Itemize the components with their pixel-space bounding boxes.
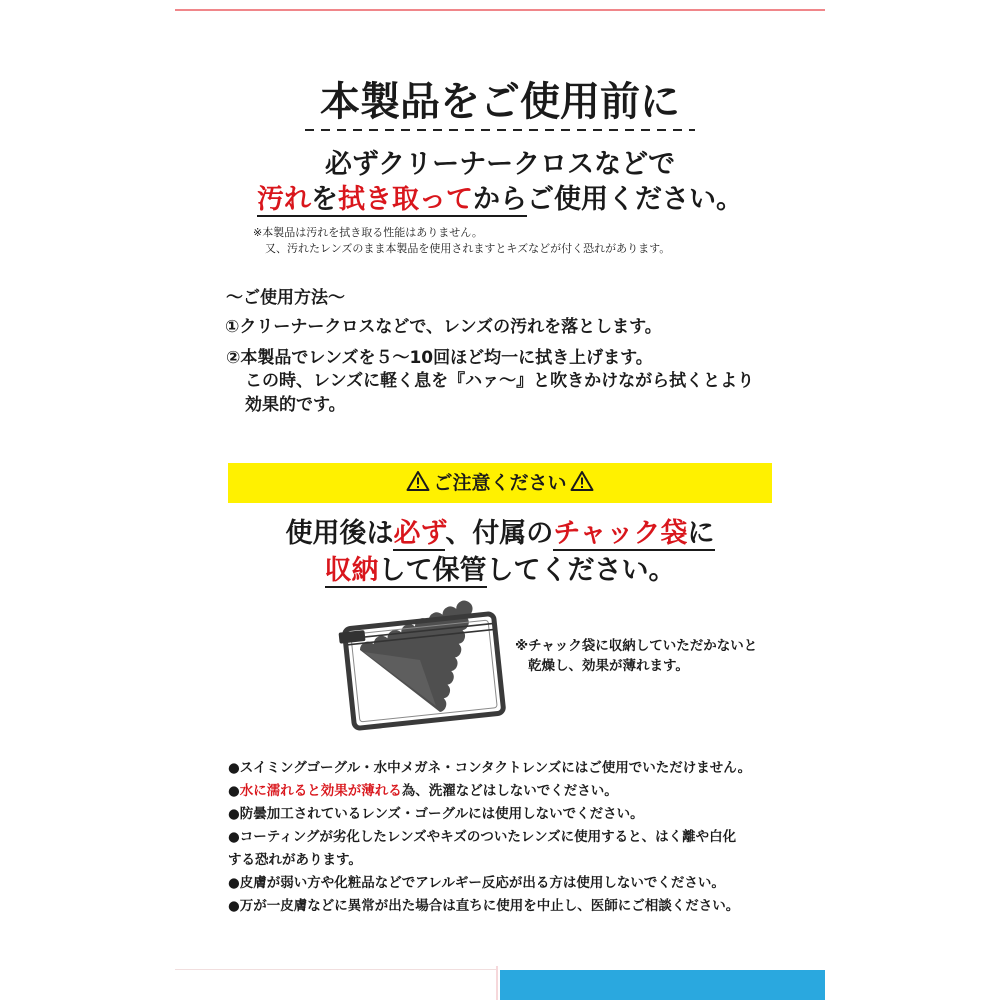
usage-heading: ～ご使用方法～ (226, 287, 345, 308)
note-line: 又、汚れたレンズのまま本製品を使用されますとキズなどが付く恐れがあります。 (265, 241, 671, 255)
caution-text: 、付属の (445, 517, 554, 549)
lead-underlined-phrase (257, 184, 527, 217)
warning-item: ●万が一皮膚などに異常が出た場合は直ちに使用を中止し、医師にご相談ください。 (228, 898, 740, 914)
caution-line-2 (0, 554, 1000, 586)
warning-text: 為、洗濯などはしないでください。 (401, 783, 618, 799)
warning-item (228, 785, 618, 799)
warning-item: ●皮膚が弱い方や化粧品などでアレルギー反応が出る方は使用しないでください。 (228, 875, 725, 891)
warning-item: ●スイミングゴーグル・水中メガネ・コンタクトレンズにはご使用でいただけません。 (228, 760, 752, 776)
caution-emphasis-zip-bag: チャック袋 (553, 517, 688, 549)
caution-banner-label: ご注意ください (433, 471, 567, 494)
lead-line-1: 必ずクリーナークロスなどで (324, 149, 676, 180)
caution-underlined-phrase (325, 555, 487, 588)
lead-text: ご使用ください。 (527, 184, 743, 215)
lead-text: を (311, 184, 338, 215)
lead-emphasis-wipe: 拭き取って (338, 184, 473, 215)
warning-item-continued: する恐れがあります。 (228, 852, 362, 868)
caution-banner (228, 463, 772, 503)
caution-line-1 (0, 517, 1000, 549)
zip-bag-note: ※チャック袋に収納していただかないと (515, 638, 758, 654)
lead-emphasis-dirt: 汚れ (257, 184, 311, 215)
page-title: 本製品をご使用前に (320, 79, 680, 125)
usage-step-2-continued: この時、レンズに軽く息を『ハァ～』と吹きかけながら拭くとより (245, 370, 755, 391)
warning-icon (406, 470, 430, 496)
warning-item: ●防曇加工されているレンズ・ゴーグルには使用しないでください。 (228, 806, 644, 822)
usage-step-2-continued: 効果的です。 (245, 394, 346, 415)
top-rule (175, 9, 825, 11)
caution-text: に (687, 517, 715, 549)
caution-emphasis-must: 必ず (393, 517, 446, 549)
bullet-mark: ● (228, 783, 240, 799)
caution-text: してください。 (486, 554, 676, 586)
usage-step-1: ①クリーナークロスなどで、レンズの汚れを落とします。 (225, 316, 662, 337)
footer-rule (175, 969, 497, 970)
lead-text: から (473, 184, 527, 215)
warning-icon (570, 470, 594, 496)
caution-text: 使用後は (285, 517, 394, 549)
caution-underlined-phrase (553, 518, 714, 551)
title-dashed-rule (305, 128, 695, 132)
caution-emphasis-store: 収納 (324, 554, 379, 586)
zip-bag-note: 乾燥し、効果が薄れます。 (528, 658, 689, 674)
footer-blue-bar (500, 970, 825, 1000)
zipper-bag-illustration (330, 592, 515, 742)
usage-step-2: ②本製品でレンズを５～10回ほど均一に拭き上げます。 (226, 347, 653, 368)
warning-item: ●コーティングが劣化したレンズやキズのついたレンズに使用すると、はく離や白化 (228, 829, 737, 845)
note-line: ※本製品は汚れを拭き取る性能はありません。 (253, 225, 483, 239)
lead-line-2 (0, 186, 1000, 213)
warning-emphasis: 水に濡れると効果が薄れる (239, 783, 402, 799)
caution-text: して保管 (378, 554, 487, 586)
footer-divider (496, 966, 498, 1000)
